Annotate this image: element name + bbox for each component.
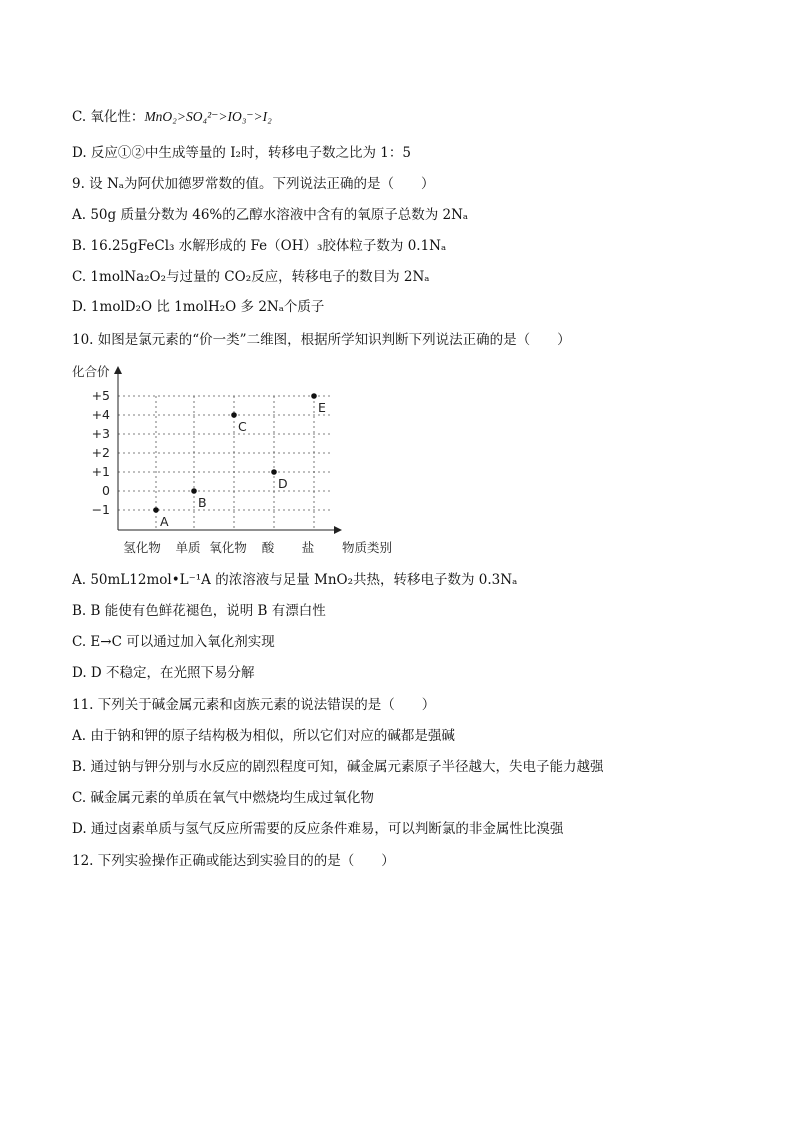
option-9c: C. 1molNa₂O₂与过量的 CO₂反应，转移电子的数目为 2Nₐ (72, 269, 430, 285)
y-tick-label: +2 (91, 445, 110, 460)
point-label-e: E (318, 400, 326, 415)
question-12: 12. 下列实验操作正确或能达到实验目的的是（ ） (72, 853, 395, 869)
y-tick-label: +1 (91, 464, 110, 479)
option-9a: A. 50g 质量分数为 46%的乙醇水溶液中含有的氧原子总数为 2Nₐ (72, 207, 469, 223)
x-tick-label: 酸 (261, 540, 275, 555)
oxidizing-order-formula: MnO₂>SO₄²⁻>IO₃⁻>I₂ (144, 109, 272, 124)
point-b (191, 488, 197, 494)
chlorine-valence-class-chart (72, 360, 402, 560)
x-tick-labels (123, 540, 315, 555)
point-label-d: D (278, 476, 288, 491)
option-10d: D. D 不稳定，在光照下易分解 (72, 665, 255, 681)
option-label: C. 氧化性： (72, 109, 145, 125)
x-axis-label: 物质类别 (342, 540, 393, 555)
point-d (271, 469, 277, 475)
chart-grid (118, 396, 330, 530)
question-9: 9. 设 Nₐ为阿伏加德罗常数的值。下列说法正确的是（ ） (72, 176, 435, 192)
y-tick-label: +4 (91, 407, 110, 422)
x-tick-label: 氢化物 (123, 540, 161, 555)
x-tick-label: 盐 (301, 540, 315, 555)
option-11a: A. 由于钠和钾的原子结构极为相似，所以它们对应的碱都是强碱 (72, 728, 455, 744)
y-tick-label: +3 (91, 426, 110, 441)
data-points (153, 393, 326, 529)
y-tick-label: +5 (91, 388, 110, 403)
option-9d: D. 1molD₂O 比 1molH₂O 多 2Nₐ个质子 (72, 299, 325, 315)
point-label-a: A (160, 514, 169, 529)
point-e (311, 393, 317, 399)
option-10c: C. E→C 可以通过加入氧化剂实现 (72, 634, 275, 650)
option-11c: C. 碱金属元素的单质在氧气中燃烧均生成过氧化物 (72, 790, 374, 806)
y-tick-labels (92, 388, 110, 517)
question-10: 10. 如图是氯元素的“价一类”二维图，根据所学知识判断下列说法正确的是（ ） (72, 332, 571, 348)
option-11b: B. 通过钠与钾分别与水反应的剧烈程度可知，碱金属元素原子半径越大，失电子能力越强 (72, 759, 604, 775)
x-tick-label: 氧化物 (209, 540, 247, 555)
point-label-b: B (198, 495, 207, 510)
option-9b: B. 16.25gFeCl₃ 水解形成的 Fe（OH）₃胶体粒子数为 0.1Nₐ (72, 238, 447, 254)
option-11d: D. 通过卤素单质与氢气反应所需要的反应条件难易，可以判断氯的非金属性比溴强 (72, 821, 564, 837)
option-10b: B. B 能使有色鲜花褪色，说明 B 有漂白性 (72, 603, 326, 619)
option-8d: D. 反应①②中生成等量的 I₂时，转移电子数之比为 1：5 (72, 145, 411, 161)
point-a (153, 507, 159, 513)
y-axis-label: 化合价 (72, 364, 110, 379)
point-c (231, 412, 237, 418)
option-8c (72, 107, 272, 127)
y-tick-label: 0 (102, 483, 110, 498)
point-label-c: C (238, 419, 247, 434)
option-10a: A. 50mL12mol•L⁻¹A 的浓溶液与足量 MnO₂共热，转移电子数为 0.3Nₐ (72, 572, 518, 588)
x-tick-label: 单质 (175, 540, 201, 555)
question-11: 11. 下列关于碱金属元素和卤族元素的说法错误的是（ ） (72, 697, 436, 713)
y-tick-label: −1 (91, 502, 110, 517)
